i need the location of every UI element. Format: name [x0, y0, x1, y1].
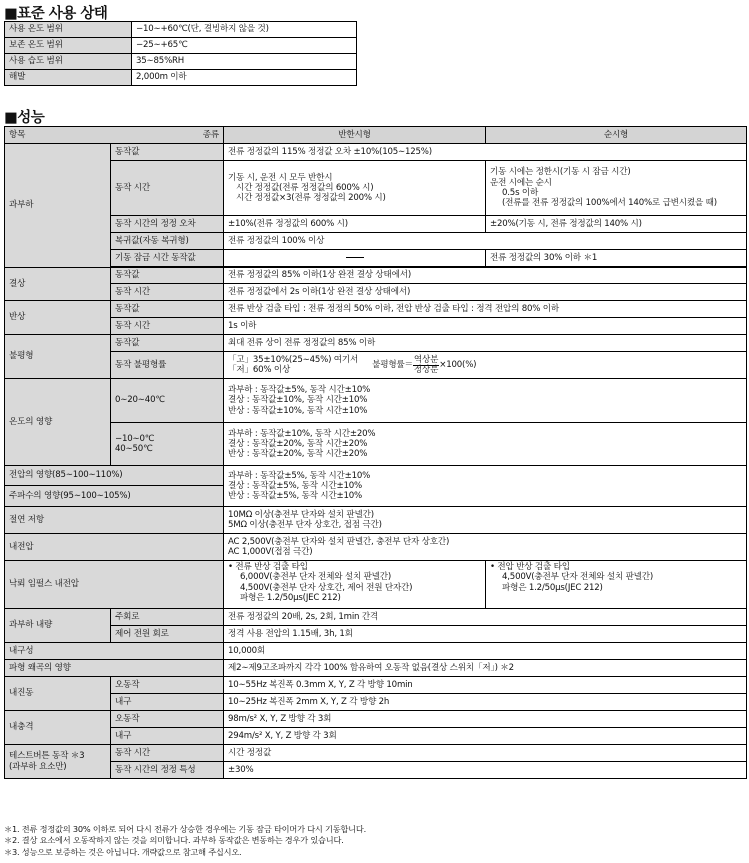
row-value: −10∼+60℃(단, 결빙하지 않을 것): [132, 22, 357, 38]
text-line: 테스트버튼 동작 ＊3: [9, 751, 85, 762]
overload-time-error-label: 동작 시간의 정정 오차: [111, 216, 224, 233]
text-line: 과부하 : 동작값±5%, 동작 시간±10%: [228, 385, 371, 396]
row-label: 해발: [5, 70, 132, 86]
temperature-range2: [111, 423, 224, 466]
impulse-voltage-type: [486, 561, 747, 609]
shock-dur-value: 294m/s² X, Y, Z 방향 각 3회: [224, 728, 747, 745]
text-line: (전류를 전류 정정값의 100%에서 140%로 급변시켰을 때): [502, 198, 717, 209]
text-line: 10MΩ 이상(충전부 단자와 설치 판넬간): [228, 509, 374, 520]
text-line: AC 1,000V(접점 극간): [228, 547, 313, 557]
overload-op-value-label: 동작값: [111, 144, 224, 161]
header-item: 항목: [9, 129, 26, 140]
waveform-label: 파형 왜곡의 영향: [5, 660, 224, 677]
overload-time-error-inverse: ±10%(전류 정정값의 600% 시): [224, 216, 486, 233]
overload-op-value: 전류 정정값의 115% 정정값 오차 ±10%(105∼125%): [224, 144, 747, 161]
vibration-dur-value: 10∼25Hz 복진폭 2mm X, Y, Z 각 방향 2h: [224, 694, 747, 711]
text-line: 40∼50℃: [115, 444, 153, 454]
header-kind: 종류: [202, 130, 219, 140]
test-button-time-label: 동작 시간: [111, 745, 224, 762]
overcurrent-label: 과부하 내량: [5, 609, 111, 643]
waveform-value: 제2∼제9고조파까지 각각 100% 함유하여 오동작 없음(결상 스위치「저」) ＊2: [224, 660, 747, 677]
row-value: 2,000m 이하: [132, 70, 357, 86]
vibration-label: 내진동: [5, 677, 111, 711]
overload-label: 과부하: [5, 144, 111, 268]
row-label: 보존 온도 범위: [5, 38, 132, 54]
dash-mark: [346, 257, 364, 258]
text-line: 4,500V(충전부 단자 상호간, 제어 전원 단자간): [240, 582, 413, 593]
text-line: 반상 : 동작값±20%, 동작 시간±20%: [228, 449, 368, 460]
row-value: −25∼+65℃: [132, 38, 357, 54]
shock-mal-label: 오동작: [111, 711, 224, 728]
footnote: ＊1. 전류 정정값의 30% 이하로 되어 다시 전류가 상승한 경우에는 기동 잠금 타이머가 다시 기동합니다.: [4, 824, 366, 834]
test-button-label: [5, 745, 111, 779]
footnote: ＊3. 성능으로 보증하는 것은 아닙니다. 개략값으로 참고해 주십시오.: [4, 846, 242, 857]
text-line: • 전압 반상 검출 타입: [490, 562, 570, 572]
text-line: 과부하 : 동작값±10%, 동작 시간±20%: [228, 428, 376, 439]
withstand-label: 내전압: [5, 534, 224, 561]
shock-label: 내충격: [5, 711, 111, 745]
open-phase-op-time-label: 동작 시간: [111, 284, 224, 301]
overload-op-time-label: 동작 시간: [111, 161, 224, 216]
text-line: AC 2,500V(충전부 단자와 설치 판넬간, 충전부 단자 상호간): [228, 536, 450, 547]
footnote: ＊2. 결상 요소에서 오동작하지 않는 것을 의미합니다. 과부하 동작값은 변동하는 경우가 있습니다.: [4, 835, 344, 846]
text-line: 「고」35±10%(25∼45%) 여기서: [228, 354, 359, 365]
row-label: 사용 온도 범위: [5, 22, 132, 38]
overload-reset-label: 복귀값(자동 복귀형): [111, 233, 224, 250]
text-line: 0.5s 이하: [502, 188, 539, 198]
text-line: 기동 시에는 정한시(기동 시 잠금 시간): [490, 167, 631, 178]
shock-dur-label: 내구: [111, 728, 224, 745]
test-button-err-label: 동작 시간의 정정 특성: [111, 762, 224, 779]
open-phase-label: 결상: [5, 268, 111, 301]
temperature-range2-values: [224, 423, 747, 466]
text-line: 「저」60% 이상: [228, 365, 291, 375]
insulation-label: 절연 저항: [5, 507, 224, 534]
temperature-range1: 0∼20∼40℃: [111, 379, 224, 423]
text-line: (과부하 요소만): [9, 761, 67, 772]
header-inverse-time: 반한시형: [224, 127, 486, 144]
overcurrent-main-label: 주회로: [111, 609, 224, 626]
withstand-values: [224, 534, 747, 561]
unbalance-label: 불평형: [5, 335, 111, 379]
vibration-mal-value: 10∼55Hz 복진폭 0.3mm X, Y, Z 각 방향 10min: [224, 677, 747, 694]
header-item-kind: [5, 127, 224, 144]
text-line: 6,000V(충전부 단자 전체와 설치 판넬간): [240, 572, 392, 583]
overload-op-time-inverse: [224, 161, 486, 216]
shock-mal-value: 98m/s² X, Y, Z 방향 각 3회: [224, 711, 747, 728]
text-line: 시간 정정값(전류 정정값의 600% 시): [236, 182, 374, 193]
performance-table: [4, 126, 747, 779]
formula-denominator: 정상분: [413, 364, 439, 375]
text-line: 운전 시에는 순시: [490, 177, 552, 188]
formula-prefix: 불평형률＝: [372, 359, 413, 370]
overload-reset-value: 전류 정정값의 100% 이상: [224, 233, 747, 250]
impulse-label: 낙뢰 임펄스 내전압: [5, 561, 224, 609]
frequency-label: 주파수의 영향(95∼100∼105%): [5, 486, 224, 507]
overcurrent-main-value: 전류 정정값의 20배, 2s, 2회, 1min 간격: [224, 609, 747, 626]
performance-title: ■성능: [4, 110, 45, 126]
voltage-frequency-values: [224, 466, 747, 507]
reverse-phase-op-time-label: 동작 시간: [111, 318, 224, 335]
temperature-range1-values: [224, 379, 747, 423]
unbalance-op-value-label: 동작값: [111, 335, 224, 352]
standard-conditions-table: [4, 21, 357, 86]
text-line: 과부하 : 동작값±5%, 동작 시간±10%: [228, 470, 371, 481]
formula-numerator: 역상분: [413, 354, 439, 365]
text-line: 결상 : 동작값±20%, 동작 시간±20%: [228, 438, 368, 449]
reverse-phase-label: 반상: [5, 301, 111, 335]
open-phase-op-value-label: 동작값: [111, 268, 224, 284]
text-line: 5MΩ 이상(충전부 단자 상호간, 접점 극간): [228, 520, 382, 530]
overload-lock-instant: 전류 정정값의 30% 이하 ＊1: [486, 250, 747, 267]
test-button-time-value: 시간 정정값: [224, 745, 747, 762]
row-label: 사용 습도 범위: [5, 54, 132, 70]
standard-conditions-title: ■표준 사용 상태: [4, 6, 108, 22]
overload-lock-inverse: [224, 250, 486, 267]
text-line: 반상 : 동작값±5%, 동작 시간±10%: [228, 491, 363, 502]
reverse-phase-op-value-label: 동작값: [111, 301, 224, 318]
text-line: 파형은 1.2/50μs(JEC 212): [240, 592, 341, 603]
open-phase-op-time: 전류 정정값에서 2s 이하(1상 완전 결상 상태에서): [224, 284, 747, 301]
durability-label: 내구성: [5, 643, 224, 660]
voltage-label: 전압의 영향(85∼100∼110%): [5, 466, 224, 486]
open-phase-op-value: 전류 정정값의 85% 이하(1상 완전 결상 상태에서): [224, 268, 747, 284]
text-line: 결상 : 동작값±10%, 동작 시간±10%: [228, 395, 368, 406]
unbalance-rate-value: [224, 352, 747, 379]
vibration-mal-label: 오동작: [111, 677, 224, 694]
durability-value: 10,000회: [224, 643, 747, 660]
text-line: −10∼0℃: [115, 433, 155, 444]
unbalance-op-value: 최대 전류 상이 전류 정정값의 85% 이하: [224, 335, 747, 352]
overload-lock-label: 기동 잠금 시간 동작값: [111, 250, 224, 267]
formula-suffix: ×100(%): [439, 359, 477, 370]
text-line: • 전류 반상 검출 타입: [228, 562, 308, 572]
overcurrent-ctrl-label: 제어 전원 회로: [111, 626, 224, 643]
row-value: 35∼85%RH: [132, 54, 357, 70]
unbalance-rate-label: 동작 불평형률: [111, 352, 224, 379]
reverse-phase-op-value: 전류 반상 검출 타입 : 전류 정정의 50% 이하, 전압 반상 검출 타입 : 정격 전압의 80% 이하: [224, 301, 747, 318]
overload-op-time-instant: [486, 161, 747, 216]
overload-time-error-instant: ±20%(기동 시, 전류 정정값의 140% 시): [486, 216, 747, 233]
text-line: 반상 : 동작값±10%, 동작 시간±10%: [228, 405, 368, 416]
impulse-current-type: [224, 561, 486, 609]
footnotes: [4, 824, 366, 858]
test-button-err-value: ±30%: [224, 762, 747, 779]
temperature-label: 온도의 영향: [5, 379, 111, 466]
header-instant: 순시형: [486, 127, 747, 144]
formula-fraction: [413, 356, 439, 375]
reverse-phase-op-time: 1s 이하: [224, 318, 747, 335]
text-line: 4,500V(충전부 단자 전체와 설치 판넬간): [502, 572, 654, 583]
overcurrent-ctrl-value: 정격 사용 전압의 1.15배, 3h, 1회: [224, 626, 747, 643]
text-line: 파형은 1.2/50μs(JEC 212): [502, 582, 603, 593]
text-line: 시간 정정값×3(전류 정정값의 200% 시): [236, 193, 386, 204]
text-line: 결상 : 동작값±5%, 동작 시간±10%: [228, 480, 363, 491]
vibration-dur-label: 내구: [111, 694, 224, 711]
insulation-values: [224, 507, 747, 534]
text-line: 기동 시, 운전 시 모두 반한시: [228, 172, 333, 183]
